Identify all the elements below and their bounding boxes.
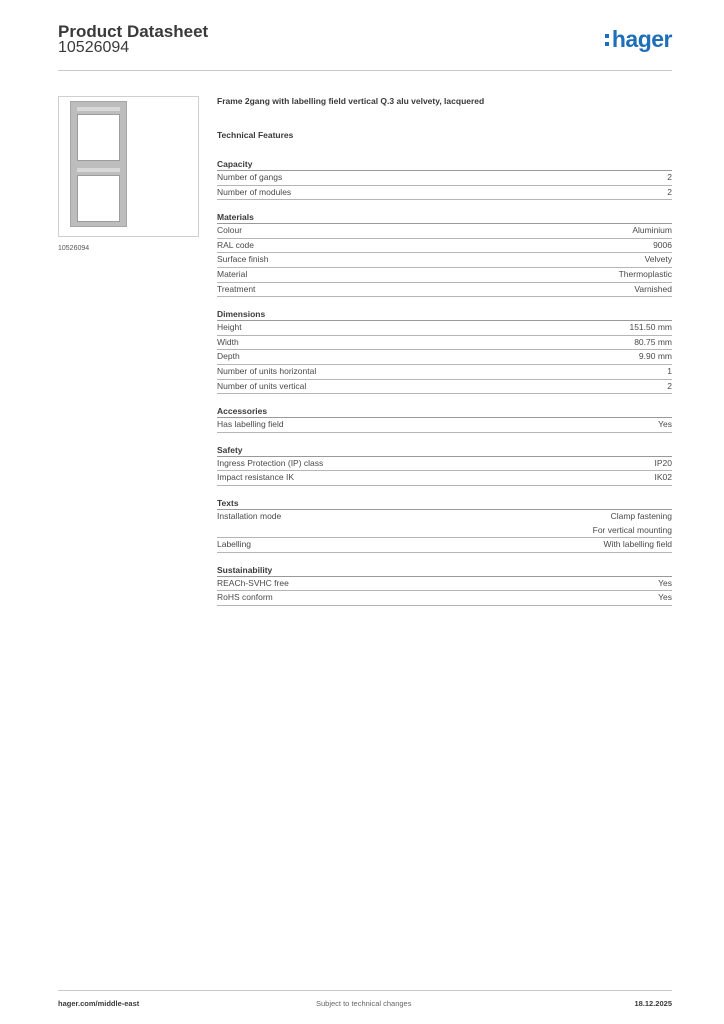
hager-logo <box>605 26 672 53</box>
feature-value-line: 2 <box>667 172 672 182</box>
feature-row <box>217 380 672 395</box>
logo-dots-icon <box>605 33 610 47</box>
feature-label: Width <box>217 336 239 347</box>
footer-date: 18.12.2025 <box>634 999 672 1008</box>
feature-row <box>217 268 672 283</box>
feature-value <box>655 457 673 471</box>
feature-value-line: Yes <box>658 592 672 603</box>
feature-value-line: IP20 <box>654 457 672 468</box>
feature-row <box>217 591 672 606</box>
feature-value-line: 9006 <box>653 239 672 250</box>
section-sustainability <box>217 562 672 606</box>
feature-value <box>645 253 672 267</box>
feature-label: Number of units vertical <box>217 380 307 391</box>
feature-value <box>629 321 672 335</box>
feature-value-line: 80.75 mm <box>634 336 672 347</box>
feature-label: Colour <box>217 225 243 236</box>
feature-value-line: Clamp fastening <box>610 510 672 521</box>
feature-value <box>653 239 672 253</box>
feature-value <box>619 268 672 282</box>
feature-label: Depth <box>217 351 240 362</box>
feature-label: Surface finish <box>217 254 269 265</box>
feature-value-line: IK02 <box>654 472 672 483</box>
feature-value <box>603 538 672 552</box>
feature-value <box>634 283 672 297</box>
technical-content <box>217 96 672 615</box>
feature-value <box>667 186 672 200</box>
section-title: Sustainability <box>217 562 672 577</box>
feature-row <box>217 577 672 592</box>
section-title: Capacity <box>217 156 672 171</box>
feature-row <box>217 253 672 268</box>
feature-row <box>217 283 672 298</box>
feature-value-line: With labelling field <box>603 539 672 550</box>
section-materials <box>217 209 672 297</box>
feature-value-line: Varnished <box>634 283 672 294</box>
feature-label: RAL code <box>217 239 255 250</box>
product-image <box>58 96 199 237</box>
section-texts <box>217 495 672 553</box>
feature-label: Installation mode <box>217 510 282 521</box>
feature-value-line: Thermoplastic <box>618 268 672 279</box>
frame-2gang-illustration <box>70 101 127 227</box>
section-title: Texts <box>217 495 672 510</box>
feature-row <box>217 239 672 254</box>
document-title: Product Datasheet <box>58 22 209 41</box>
feature-label: Number of units horizontal <box>217 365 317 376</box>
feature-label: Impact resistance IK <box>217 472 295 483</box>
logo-text: hager <box>611 26 672 52</box>
feature-row <box>217 510 672 538</box>
feature-row <box>217 171 672 186</box>
technical-features-title: Technical Features <box>217 130 294 140</box>
section-safety <box>217 442 672 486</box>
feature-value-line: Yes <box>658 577 672 588</box>
feature-value <box>658 418 672 432</box>
feature-value <box>667 171 672 185</box>
feature-label: Number of gangs <box>217 172 283 182</box>
page-header <box>58 20 672 71</box>
feature-sections <box>217 156 672 606</box>
section-title: Accessories <box>217 403 672 418</box>
image-caption: 10526094 <box>58 245 90 252</box>
feature-row <box>217 186 672 201</box>
feature-value <box>667 380 672 394</box>
feature-value <box>639 350 672 364</box>
feature-value-line: 9.90 mm <box>638 351 672 362</box>
feature-value <box>658 591 672 605</box>
document-number: 10526094 <box>58 39 130 56</box>
feature-value-line: 151.50 mm <box>629 322 672 333</box>
feature-label: RoHS conform <box>217 592 273 603</box>
feature-label: Number of modules <box>217 186 292 197</box>
feature-value-line: Velvety <box>644 254 672 265</box>
feature-value-line: Yes <box>658 419 672 430</box>
feature-value <box>632 224 672 238</box>
feature-value <box>658 577 672 591</box>
section-dimensions <box>217 306 672 394</box>
feature-value-line: 2 <box>667 380 672 391</box>
section-capacity <box>217 156 672 200</box>
product-description: Frame 2gang with labelling field vertical Q.3 alu velvety, lacquered <box>217 96 485 106</box>
feature-value <box>593 510 672 537</box>
feature-label: Treatment <box>217 283 256 294</box>
feature-row <box>217 224 672 239</box>
feature-row <box>217 350 672 365</box>
section-title: Safety <box>217 442 672 457</box>
feature-value-line: Aluminium <box>632 225 672 236</box>
feature-row <box>217 538 672 553</box>
feature-value-line: 2 <box>667 186 672 197</box>
feature-row <box>217 418 672 433</box>
section-title: Materials <box>217 209 672 224</box>
feature-row <box>217 471 672 486</box>
footer-notice: Subject to technical changes <box>316 999 412 1008</box>
section-title: Dimensions <box>217 306 672 321</box>
feature-label: REACh-SVHC free <box>217 577 289 588</box>
feature-value <box>667 365 672 379</box>
feature-value <box>634 336 672 350</box>
feature-value-line: For vertical mounting <box>592 524 672 535</box>
section-accessories <box>217 403 672 433</box>
page-footer <box>58 990 672 1017</box>
feature-label: Labelling <box>217 539 252 550</box>
feature-row <box>217 457 672 472</box>
feature-row <box>217 336 672 351</box>
feature-value <box>655 471 673 485</box>
feature-label: Material <box>217 268 248 279</box>
feature-row <box>217 321 672 336</box>
feature-label: Has labelling field <box>217 419 284 430</box>
footer-website: hager.com/middle-east <box>58 999 140 1008</box>
feature-value-line: 1 <box>667 365 672 376</box>
feature-label: Ingress Protection (IP) class <box>217 457 324 468</box>
feature-row <box>217 365 672 380</box>
feature-label: Height <box>217 322 242 333</box>
